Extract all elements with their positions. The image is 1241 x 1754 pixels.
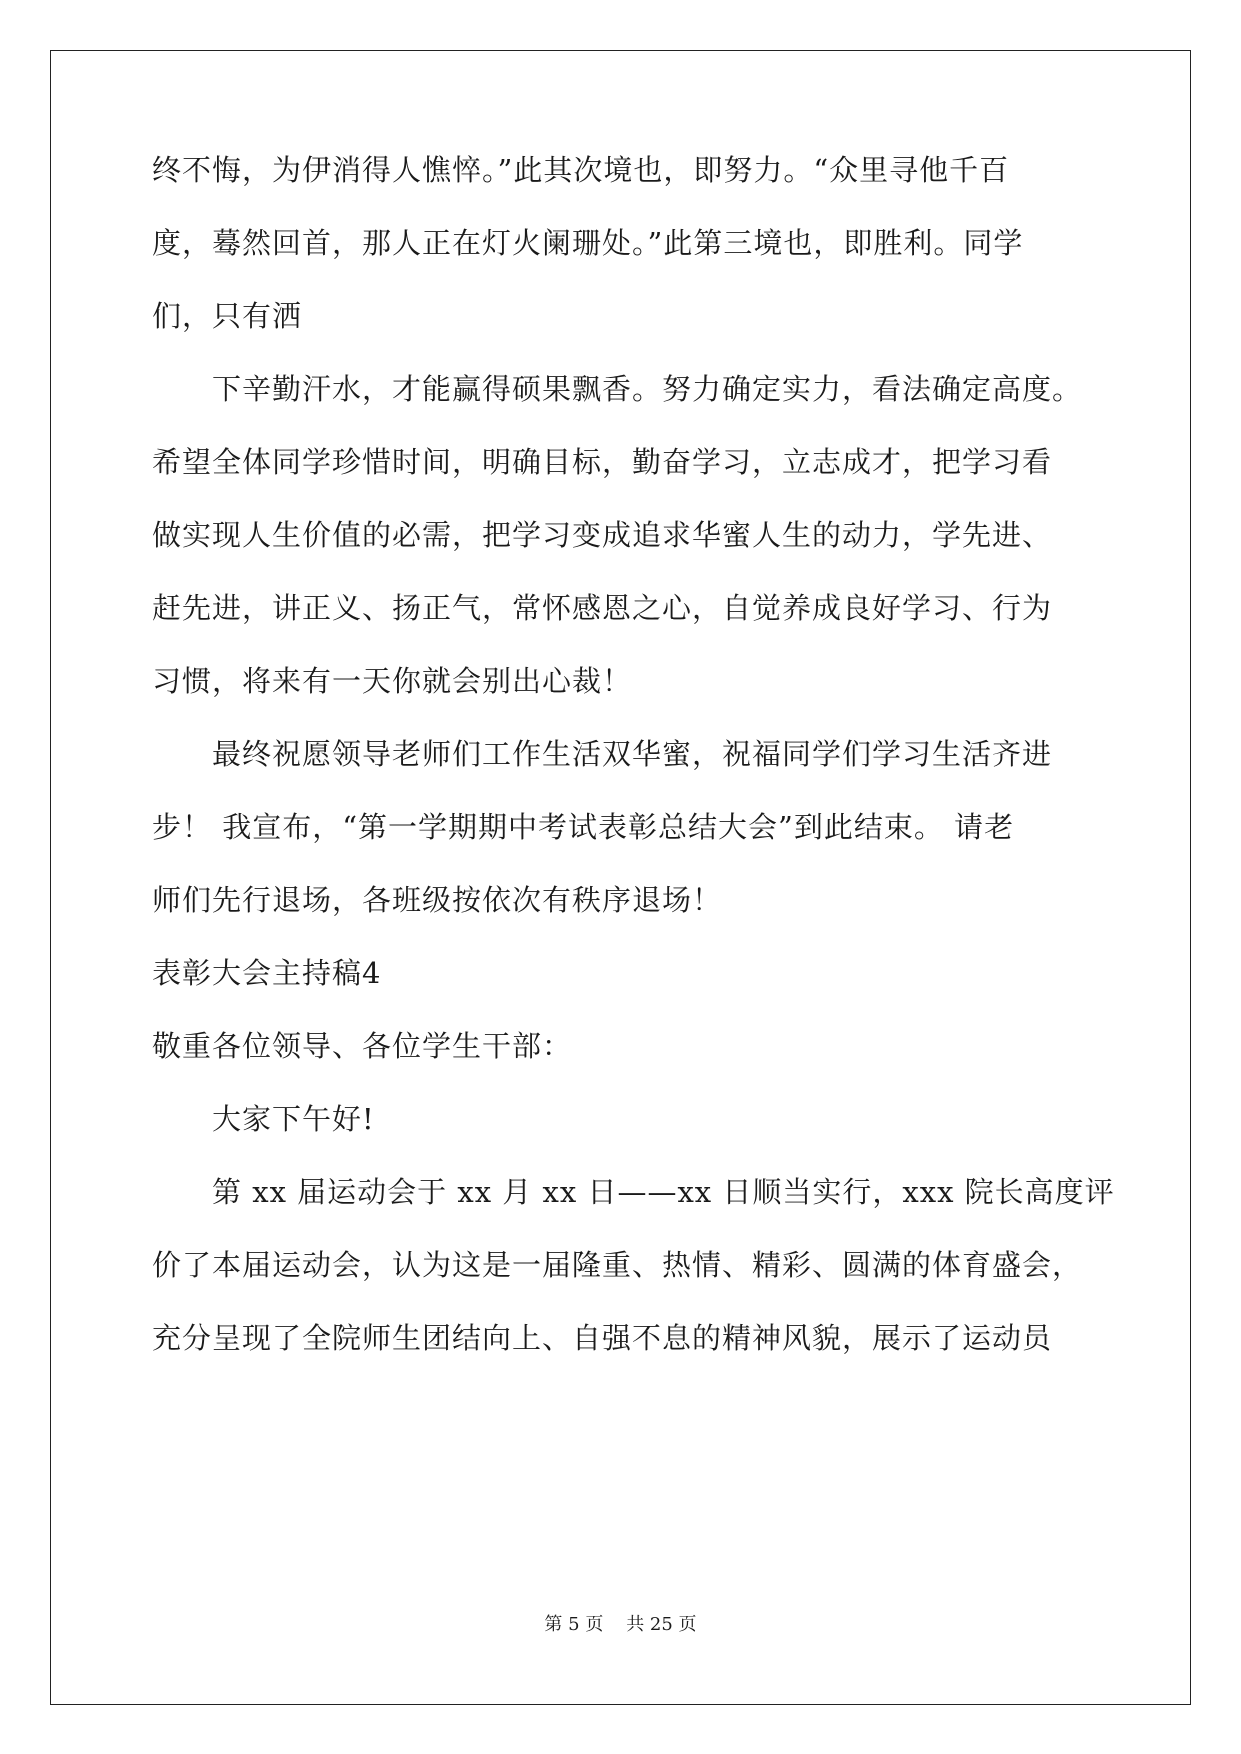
paragraph-start-line: 下辛勤汗水，才能赢得硕果飘香。努力确定实力，看法确定高度。 (212, 372, 1083, 406)
text-line: 赶先进，讲正义、扬正气，常怀感恩之心，自觉养成良好学习、行为 (152, 591, 1053, 625)
salutation: 敬重各位领导、各位学生干部： (152, 1029, 573, 1063)
text-line: 做实现人生价值的必需，把学习变成追求华蜜人生的动力，学先进、 (152, 518, 1053, 552)
text-line: 充分呈现了全院师生团结向上、自强不息的精神风貌，展示了运动员 (152, 1321, 1053, 1355)
text-line: 步！ 我宣布，“第一学期期中考试表彰总结大会”到此结束。 请老 (152, 810, 1015, 844)
page-number-footer: 第 5 页 共 25 页 (544, 1614, 697, 1635)
paragraph-start-line: 第 xx 届运动会于 xx 月 xx 日——xx 日顺当实行，xxx 院长高度评 (212, 1175, 1115, 1209)
greeting: 大家下午好! (212, 1102, 375, 1136)
paragraph-start-line: 最终祝愿领导老师们工作生活双华蜜，祝福同学们学习生活齐进 (212, 737, 1053, 771)
text-line: 价了本届运动会，认为这是一届隆重、热情、精彩、圆满的体育盛会， (152, 1248, 1083, 1282)
text-line: 们，只有洒 (152, 299, 303, 333)
text-line: 师们先行退场，各班级按依次有秩序退场！ (152, 883, 723, 917)
text-line: 希望全体同学珍惜时间，明确目标，勤奋学习，立志成才，把学习看 (152, 445, 1053, 479)
text-line: 度，蓦然回首，那人正在灯火阑珊处。”此第三境也，即胜利。同学 (152, 226, 1024, 260)
section-heading: 表彰大会主持稿4 (152, 956, 382, 990)
text-line: 习惯，将来有一天你就会别出心裁！ (152, 664, 633, 698)
text-line: 终不悔，为伊消得人憔悴。”此其次境也，即努力。“众里寻他千百 (152, 153, 1010, 187)
